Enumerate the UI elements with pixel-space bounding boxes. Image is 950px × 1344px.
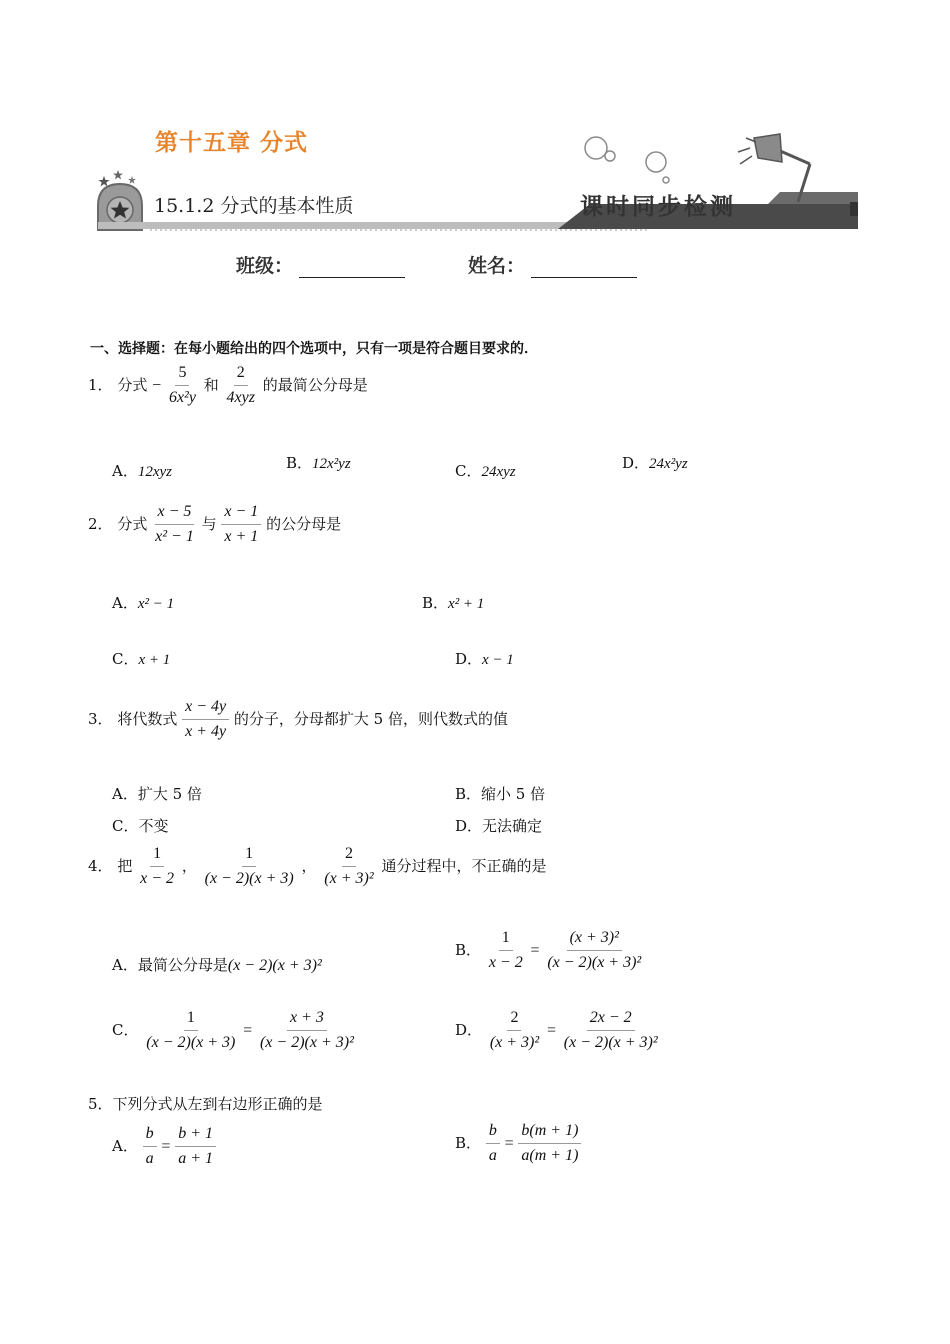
name-blank[interactable] <box>531 259 637 278</box>
question-number: 4． <box>88 856 113 875</box>
numerator: 5 <box>175 364 189 386</box>
fraction <box>182 698 229 742</box>
fraction: $\frac{b + 1}{a + 1}$ <box>175 1125 216 1169</box>
option-b[interactable]: B． $\frac{b}{a}$ = $\frac{b(m + 1)}{a(m + 1)}$ <box>455 1122 581 1166</box>
question-1 <box>88 364 368 408</box>
option-d[interactable]: D． $\frac{2}{\text{(x + 3)²}}$ = $\frac{2x - 2}{\text{(x − 2)(x + 3)²}}$ <box>455 1009 661 1053</box>
option-a[interactable]: A．扩大 5 倍 <box>112 785 202 803</box>
numerator: 1 <box>242 845 256 867</box>
fraction: $\frac{x + 3}{\text{(x − 2)(x + 3)²}}$ <box>259 1009 354 1052</box>
section-title: 15.1.2 分式的基本性质 <box>154 195 354 217</box>
numerator: 2 <box>234 364 248 386</box>
numerator: 2 <box>342 845 356 867</box>
equals-sign: = <box>504 1134 514 1152</box>
question-3 <box>88 698 508 742</box>
desk-lamp-icon <box>738 134 810 202</box>
question-number: 1． <box>88 375 113 394</box>
fraction: $\frac{\text{(x + 3)²}}{\text{(x − 2)(x + 3)²}}$ <box>547 929 642 972</box>
question-text: 的公分母是 <box>266 514 342 533</box>
question-text: 和 <box>203 375 219 394</box>
equals-sign: = <box>243 1021 253 1039</box>
question-text: 分式 <box>117 375 148 394</box>
question-4 <box>88 845 546 889</box>
sync-badge: 课时同步检测 <box>580 193 736 220</box>
option-c[interactable]: C．不变 <box>112 817 169 835</box>
option-a[interactable]: A．最简公分母是(x − 2)(x + 3)² <box>112 956 322 974</box>
fraction: $\frac{b(m + 1)}{a(m + 1)}$ <box>518 1122 581 1166</box>
question-number: 2． <box>88 514 113 533</box>
name-label: 姓名： <box>468 255 526 277</box>
fraction: $\frac{b}{a}$ <box>486 1122 500 1166</box>
name-field <box>468 251 637 278</box>
equals-sign: = <box>161 1137 171 1155</box>
denominator: x + 1 <box>224 528 259 546</box>
bubbles-icon <box>585 137 669 183</box>
numerator: x − 1 <box>221 503 261 525</box>
class-field <box>236 251 405 278</box>
question-text: 与 <box>201 514 217 533</box>
question-text: 的最简公分母是 <box>262 375 368 394</box>
option-b[interactable]: B．12x²yz <box>286 454 351 472</box>
option-b[interactable]: B．缩小 5 倍 <box>455 785 546 803</box>
denominator: (x + 3)² <box>324 870 374 888</box>
section-instruction: 一、选择题：在每小题给出的四个选项中，只有一项是符合题目要求的． <box>90 341 538 357</box>
fraction: $\frac{1}{x - 2}$ <box>488 929 523 972</box>
question-number: 3． <box>88 709 113 728</box>
equals-sign: = <box>546 1021 556 1039</box>
fraction <box>221 503 261 547</box>
question-text: 下列分式从左到右边形正确的是 <box>112 1095 323 1113</box>
question-5 <box>88 1093 323 1114</box>
minus-sign: − <box>152 376 162 394</box>
star-emblem-icon <box>98 170 142 230</box>
fraction <box>224 364 258 408</box>
denominator: x − 2 <box>140 870 175 888</box>
fraction <box>321 845 376 889</box>
option-d[interactable]: D．24x²yz <box>622 454 688 472</box>
class-blank[interactable] <box>299 259 405 278</box>
question-text: 把 <box>117 856 133 875</box>
option-a[interactable]: A． $\frac{b}{a}$ = $\frac{b + 1}{a + 1}$ <box>112 1125 216 1169</box>
question-text: 分式 <box>117 514 148 533</box>
option-d[interactable]: D．无法确定 <box>455 817 543 835</box>
option-b[interactable]: B． $\frac{1}{x - 2}$ = $\frac{\text{(x + 3)²}}{\text{(x − 2)(x + 3)²}}$ <box>455 929 644 973</box>
fraction: $\frac{b}{a}$ <box>143 1125 157 1169</box>
question-number: 5． <box>88 1095 113 1113</box>
separator: ， <box>181 856 197 875</box>
option-a[interactable]: A．x² − 1 <box>112 594 175 612</box>
numerator: x − 5 <box>155 503 195 525</box>
fraction: $\frac{2}{\text{(x + 3)²}}$ <box>489 1009 540 1052</box>
denominator: 6x²y <box>168 389 196 407</box>
fraction <box>152 503 197 547</box>
question-2 <box>88 503 341 547</box>
fraction: $\frac{2x - 2}{\text{(x − 2)(x + 3)²}}$ <box>563 1009 658 1052</box>
option-a[interactable]: A．12xyz <box>112 462 172 480</box>
chapter-title: 第十五章 分式 <box>155 130 309 156</box>
denominator: x² − 1 <box>155 528 194 546</box>
fraction <box>202 845 297 889</box>
denominator: (x − 2)(x + 3) <box>204 870 294 888</box>
fraction <box>166 364 199 408</box>
separator: ， <box>301 856 317 875</box>
option-c[interactable]: C．24xyz <box>455 462 516 480</box>
option-c[interactable]: C． $\frac{1}{(x - 2)(x + 3)}$ = $\frac{x + 3}{\text{(x − 2)(x + 3)²}}$ <box>112 1009 357 1053</box>
class-label: 班级： <box>236 255 294 277</box>
option-c[interactable]: C．x + 1 <box>112 650 171 668</box>
numerator: x − 4y <box>182 698 229 720</box>
question-text: 的分子，分母都扩大 5 倍，则代数式的值 <box>233 709 508 728</box>
expression: (x − 2)(x + 3)² <box>227 957 322 974</box>
fraction <box>137 845 177 889</box>
denominator: 4xyz <box>226 389 255 407</box>
denominator: x + 4y <box>185 723 227 741</box>
question-text: 将代数式 <box>117 709 178 728</box>
numerator: 1 <box>150 845 164 867</box>
question-text: 通分过程中，不正确的是 <box>381 856 547 875</box>
equals-sign: = <box>530 941 540 959</box>
option-d[interactable]: D．x − 1 <box>455 650 514 668</box>
option-b[interactable]: B．x² + 1 <box>422 594 485 612</box>
fraction: $\frac{1}{(x - 2)(x + 3)}$ <box>146 1009 236 1052</box>
